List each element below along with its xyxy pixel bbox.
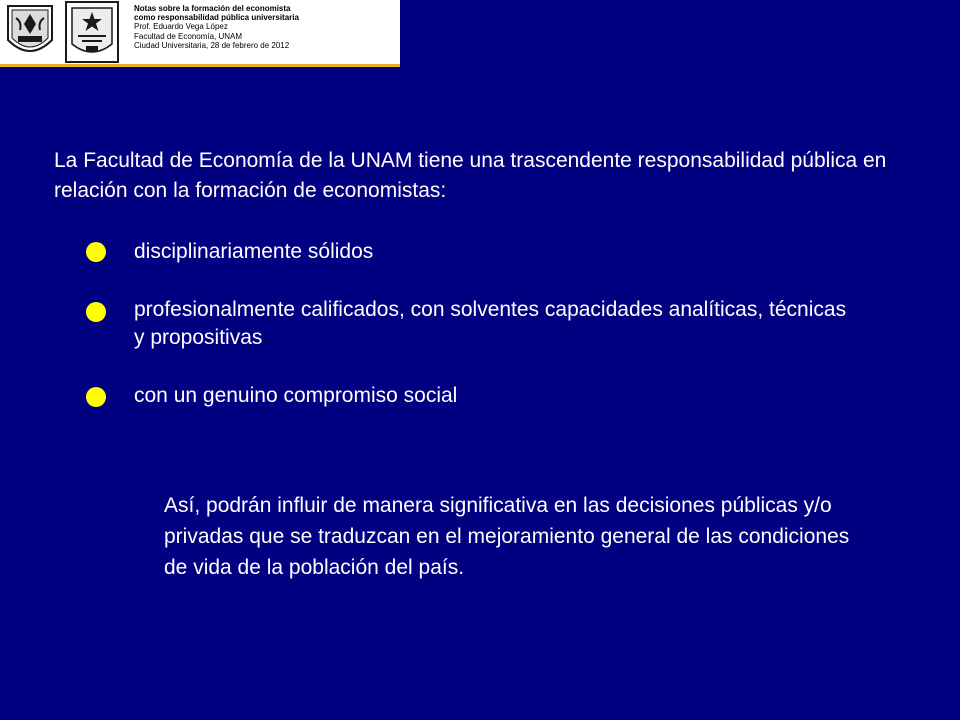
bullet-item: profesionalmente calificados, con solventes capacidades analíticas, técnicas y propositivas bbox=[134, 298, 847, 349]
unam-crest-icon bbox=[2, 0, 58, 64]
header-title-line2: como responsabilidad pública universitaria bbox=[134, 13, 299, 23]
bullet-item: disciplinariamente sólidos bbox=[134, 240, 374, 263]
intro-paragraph: La Facultad de Economía de la UNAM tiene una trascendente responsabilidad pública en relación con la formación de economistas: bbox=[54, 149, 887, 202]
header-date: Ciudad Universitaria, 28 de febrero de 2012 bbox=[134, 40, 290, 50]
facultad-economia-crest-icon bbox=[64, 0, 120, 64]
header-author: Prof. Eduardo Vega López bbox=[134, 22, 228, 32]
bullet-dot-icon bbox=[86, 242, 106, 262]
bullet-item: con un genuino compromiso social bbox=[134, 384, 458, 407]
header-institution: Facultad de Economía, UNAM bbox=[134, 31, 243, 41]
bullet-dot-icon bbox=[86, 302, 106, 322]
header-text bbox=[134, 4, 299, 50]
bullet-dot-icon bbox=[86, 387, 106, 407]
conclusion-paragraph: Así, podrán influir de manera significativa en las decisiones públicas y/o privadas que se traduzcan en el mejoramiento general de las condiciones de vida de la población del país. bbox=[164, 494, 850, 579]
header-bar bbox=[0, 0, 400, 67]
header-title-line1: Notas sobre la formación del economista bbox=[134, 4, 291, 13]
